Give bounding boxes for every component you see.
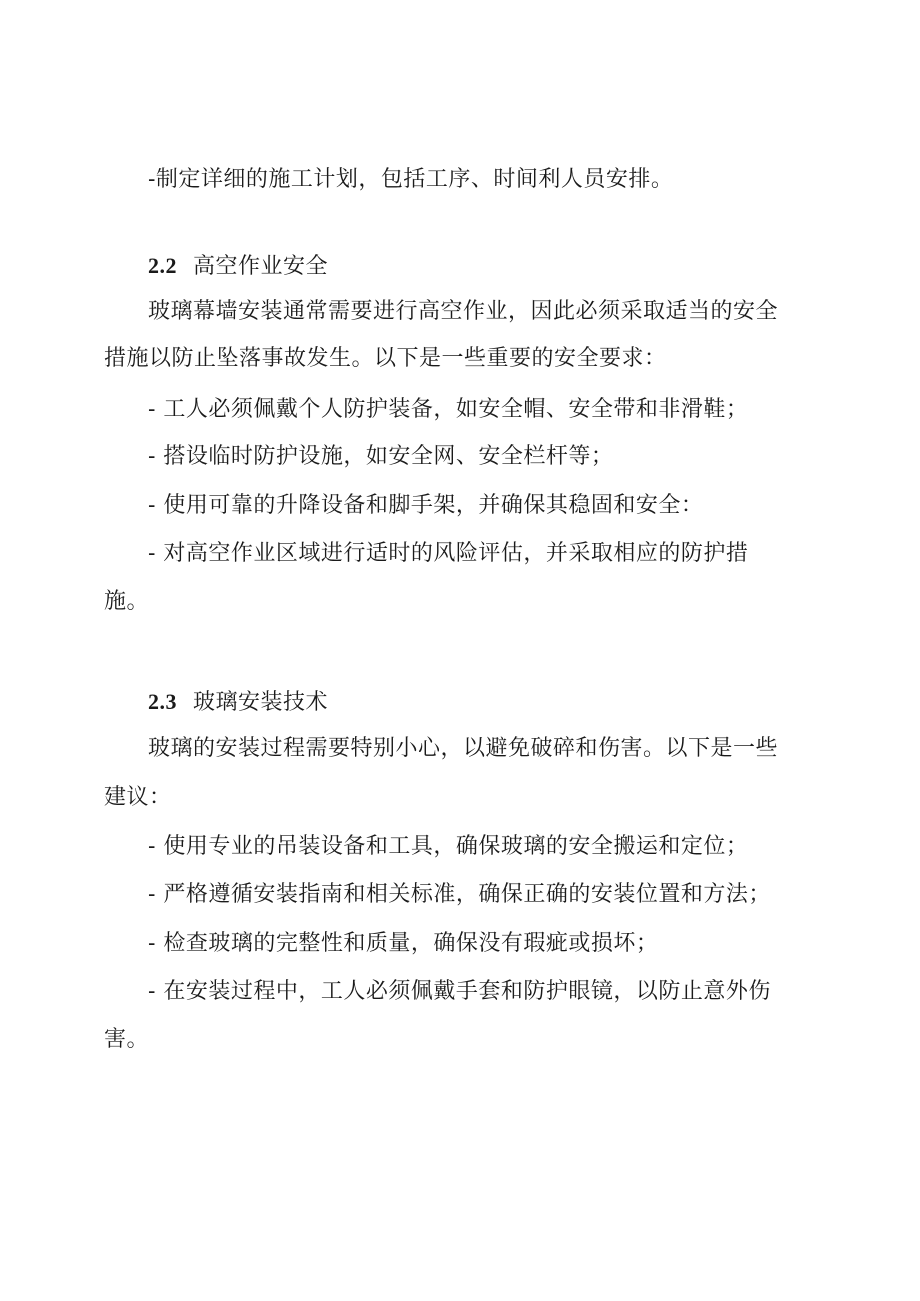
paragraph-line: 措施以防止坠落事故发生。以下是一些重要的安全要求： [104,346,667,371]
list-item: - 使用专业的吊装设备和工具，确保玻璃的安全搬运和定位； [148,834,749,859]
paragraph-line: 建议： [104,785,172,810]
list-item-continuation: 害。 [104,1027,150,1052]
section-number: 2.3 [148,689,177,714]
list-item: - 严格遵循安装指南和相关标准，确保正确的安装位置和方法； [148,882,771,907]
plan-item: -制定详细的施工计划，包括工序、时间利人员安排。 [148,167,674,192]
section-title: 玻璃安装技术 [193,690,329,715]
list-item: - 在安装过程中，工人必须佩戴手套和防护眼镜，以防止意外伤 [148,979,771,1004]
list-item: - 对高空作业区域进行适时的风险评估，并采取相应的防护措 [148,541,749,566]
section-number: 2.2 [148,253,177,278]
section-heading-2-3 [148,686,328,719]
list-item-continuation: 施。 [104,589,150,614]
section-title: 高空作业安全 [193,254,329,279]
list-item: - 搭设临时防护设施，如安全网、安全栏杆等； [148,444,614,469]
paragraph-line: 玻璃幕墙安装通常需要进行高空作业，因此必须采取适当的安全 [148,299,779,324]
list-item: - 使用可靠的升降设备和脚手架，并确保其稳固和安全： [148,493,704,518]
paragraph-line: 玻璃的安装过程需要特别小心，以避免破碎和伤害。以下是一些 [148,736,779,761]
list-item: - 工人必须佩戴个人防护装备，如安全帽、安全带和非滑鞋； [148,397,749,422]
section-heading-2-2 [148,250,328,283]
list-item: - 检查玻璃的完整性和质量，确保没有瑕疵或损坏； [148,931,659,956]
